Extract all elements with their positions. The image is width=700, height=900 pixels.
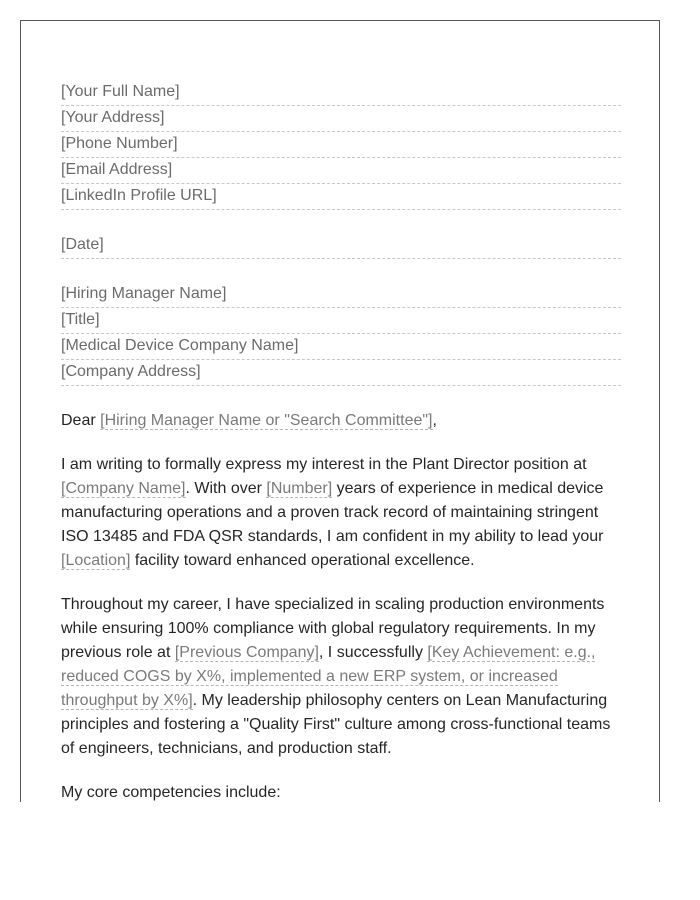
- location-placeholder[interactable]: [Location]: [61, 552, 131, 569]
- paragraph-text: years of experience in medical device manufacturing operations and a proven track record of maintaining stringent ISO 13485 and FDA QSR standards, I am confident in my ability to lead your: [61, 480, 604, 545]
- spacer: [61, 211, 621, 234]
- paragraph-text: I am writing to formally express my interest in the Plant Director position at: [61, 456, 587, 473]
- sender-phone-field[interactable]: [Phone Number]: [61, 133, 621, 158]
- key-achievement-placeholder[interactable]: [Key Achievement: e.g., reduced COGS by X%, implemented a new ERP system, or increased throughput by X%]: [61, 644, 596, 709]
- paragraph-text: Throughout my career, I have specialized in scaling production environments while ensuring 100% compliance with global regulatory requirements. In my previous role at: [61, 596, 605, 661]
- years-number-placeholder[interactable]: [Number]: [266, 480, 333, 497]
- paragraph-career: [61, 593, 621, 761]
- recipient-address-field[interactable]: [Company Address]: [61, 361, 621, 386]
- date-field[interactable]: [Date]: [61, 234, 621, 259]
- paragraph-text: facility toward enhanced operational excellence.: [130, 552, 475, 569]
- previous-company-placeholder[interactable]: [Previous Company]: [174, 644, 319, 661]
- sender-name-field[interactable]: [Your Full Name]: [61, 81, 621, 106]
- paragraph-intro: [61, 453, 621, 573]
- sender-linkedin-field[interactable]: [LinkedIn Profile URL]: [61, 185, 621, 210]
- recipient-company-field[interactable]: [Medical Device Company Name]: [61, 335, 621, 360]
- spacer: [61, 260, 621, 283]
- salutation-name-placeholder[interactable]: [Hiring Manager Name or "Search Committee"]: [100, 412, 433, 429]
- salutation-suffix: ,: [432, 412, 437, 429]
- sender-email-field[interactable]: [Email Address]: [61, 159, 621, 184]
- company-name-placeholder[interactable]: [Company Name]: [61, 480, 186, 497]
- sender-address-field[interactable]: [Your Address]: [61, 107, 621, 132]
- paragraph-competencies: My core competencies include:: [61, 784, 281, 801]
- paragraph-text: . My leadership philosophy centers on Lean Manufacturing principles and fostering a "Quality First" culture among cross-functional teams of engineers, technicians, and production staff.: [61, 692, 611, 757]
- paragraph-text: . With over: [185, 480, 267, 497]
- paragraph-text: , I successfully: [318, 644, 428, 661]
- salutation-prefix: Dear: [61, 412, 101, 429]
- letter-content: [61, 81, 621, 802]
- salutation: [61, 409, 621, 433]
- recipient-name-field[interactable]: [Hiring Manager Name]: [61, 283, 621, 308]
- recipient-title-field[interactable]: [Title]: [61, 309, 621, 334]
- letter-page: [20, 20, 660, 802]
